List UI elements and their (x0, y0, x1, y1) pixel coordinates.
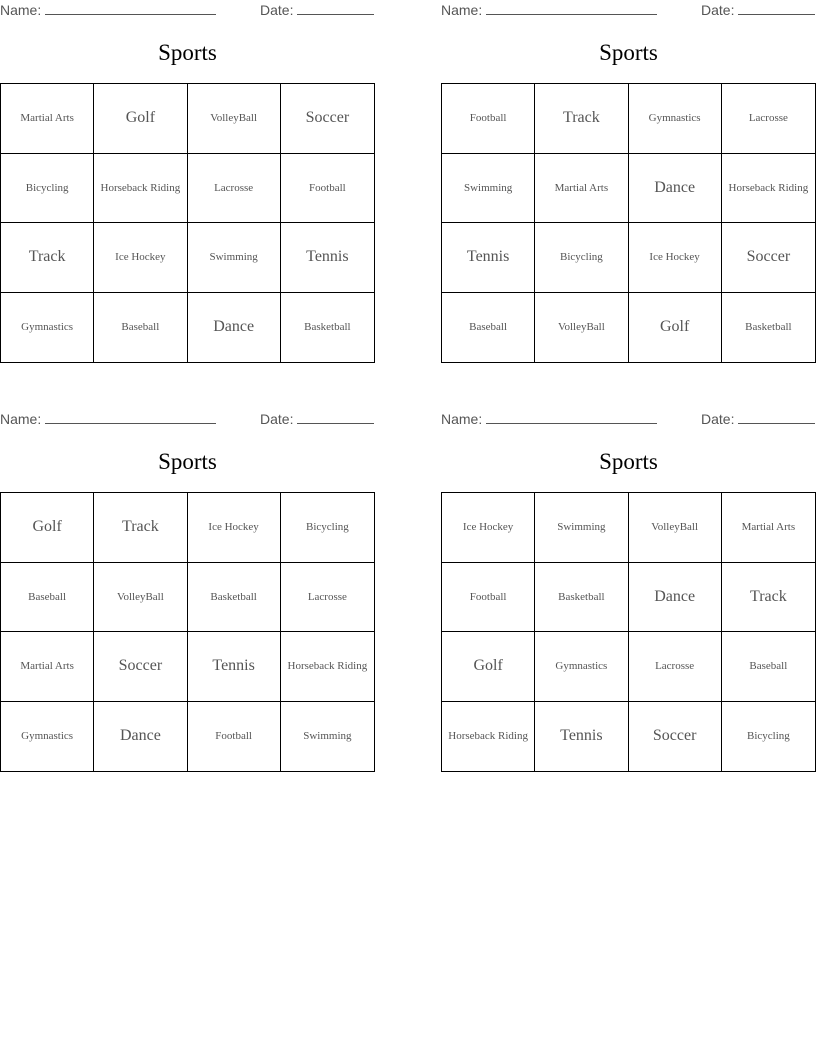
bingo-cell: Dance (629, 563, 722, 633)
bingo-cell: Track (535, 84, 628, 154)
bingo-cell: VolleyBall (94, 563, 187, 633)
bingo-cell: VolleyBall (535, 293, 628, 363)
card-header (0, 409, 375, 431)
bingo-cell: Soccer (281, 84, 374, 154)
bingo-cell: Lacrosse (722, 84, 815, 154)
bingo-cell: Basketball (304, 321, 351, 334)
bingo-cell: Gymnastics (629, 84, 722, 154)
name-label: Name: (441, 411, 483, 427)
date-field (260, 411, 374, 427)
bingo-cell: Soccer (94, 632, 187, 702)
card-header (441, 409, 816, 431)
date-label: Date: (260, 411, 294, 427)
card-title: Sports (158, 40, 217, 65)
date-label: Date: (260, 2, 294, 18)
bingo-cell: Track (1, 223, 94, 293)
name-field (0, 2, 216, 18)
bingo-cell: Football (281, 154, 374, 224)
name-line (486, 411, 657, 424)
bingo-cell: Swimming (442, 154, 535, 224)
name-line (45, 411, 216, 424)
bingo-cell: Martial Arts (1, 84, 94, 154)
bingo-cell: Martial Arts (535, 154, 628, 224)
card-header (441, 0, 816, 22)
bingo-cell: Track (722, 563, 815, 633)
date-line (738, 411, 815, 424)
date-field (260, 2, 374, 18)
bingo-cell: Golf (1, 493, 94, 563)
date-label: Date: (701, 411, 735, 427)
date-line (297, 411, 374, 424)
bingo-cell: Football (188, 702, 281, 772)
bingo-cell: Martial Arts (1, 632, 94, 702)
date-field (701, 411, 815, 427)
bingo-grid (441, 83, 816, 363)
bingo-cell: Gymnastics (535, 632, 628, 702)
card-title: Sports (599, 40, 658, 65)
bingo-grid (441, 492, 816, 772)
bingo-cell: Baseball (1, 563, 94, 633)
bingo-cell: Soccer (629, 702, 722, 772)
bingo-cell: Horseback Riding (442, 702, 535, 772)
bingo-cell: VolleyBall (188, 84, 281, 154)
name-field (441, 411, 657, 427)
name-field (0, 411, 216, 427)
bingo-cell: Bicycling (535, 223, 628, 293)
name-field (441, 2, 657, 18)
bingo-cell: Gymnastics (1, 293, 94, 363)
date-field (701, 2, 815, 18)
date-line (738, 2, 815, 15)
date-line (297, 2, 374, 15)
bingo-cell: Basketball (188, 563, 281, 633)
date-label: Date: (701, 2, 735, 18)
bingo-cell: Dance (629, 154, 722, 224)
bingo-cell: Bicycling (281, 493, 374, 563)
name-line (486, 2, 657, 15)
bingo-cell: Basketball (745, 321, 792, 334)
bingo-cell: Baseball (94, 293, 187, 363)
name-label: Name: (441, 2, 483, 18)
bingo-cell: Ice Hockey (629, 223, 722, 293)
bingo-cell: Dance (188, 293, 281, 363)
bingo-cell: Tennis (188, 632, 281, 702)
bingo-cell: Football (442, 563, 535, 633)
bingo-cell: Bicycling (746, 730, 790, 743)
bingo-cell: Ice Hockey (442, 493, 535, 563)
bingo-cell: Golf (442, 632, 535, 702)
bingo-cell: Golf (94, 84, 187, 154)
name-label: Name: (0, 411, 42, 427)
bingo-cell: Swimming (535, 493, 628, 563)
bingo-cell: Swimming (303, 730, 352, 743)
bingo-cell: Baseball (722, 632, 815, 702)
bingo-cell: Horseback Riding (722, 154, 815, 224)
bingo-grid (0, 83, 375, 363)
bingo-cell: VolleyBall (629, 493, 722, 563)
name-label: Name: (0, 2, 42, 18)
bingo-cell: Horseback Riding (281, 632, 374, 702)
bingo-cell: Tennis (281, 223, 374, 293)
bingo-cell: Gymnastics (1, 702, 94, 772)
bingo-cell: Lacrosse (629, 632, 722, 702)
bingo-cell: Swimming (188, 223, 281, 293)
bingo-cell: Dance (94, 702, 187, 772)
bingo-cell: Ice Hockey (188, 493, 281, 563)
bingo-cell: Basketball (535, 563, 628, 633)
bingo-cell: Tennis (442, 223, 535, 293)
bingo-cell: Soccer (722, 223, 815, 293)
bingo-cell: Horseback Riding (94, 154, 187, 224)
bingo-cell: Tennis (535, 702, 628, 772)
bingo-cell: Bicycling (1, 154, 94, 224)
bingo-cell: Golf (629, 293, 722, 363)
bingo-cell: Track (94, 493, 187, 563)
bingo-card-3 (0, 409, 375, 745)
name-line (45, 2, 216, 15)
bingo-card-2 (441, 0, 816, 336)
card-title: Sports (158, 449, 217, 474)
bingo-cell: Ice Hockey (94, 223, 187, 293)
bingo-card-1 (0, 0, 375, 336)
bingo-cell: Lacrosse (281, 563, 374, 633)
bingo-cell: Football (442, 84, 535, 154)
bingo-cell: Baseball (442, 293, 535, 363)
card-title: Sports (599, 449, 658, 474)
bingo-cell: Lacrosse (188, 154, 281, 224)
card-header (0, 0, 375, 22)
bingo-card-4 (441, 409, 816, 745)
bingo-grid (0, 492, 375, 772)
bingo-cell: Martial Arts (722, 493, 815, 563)
